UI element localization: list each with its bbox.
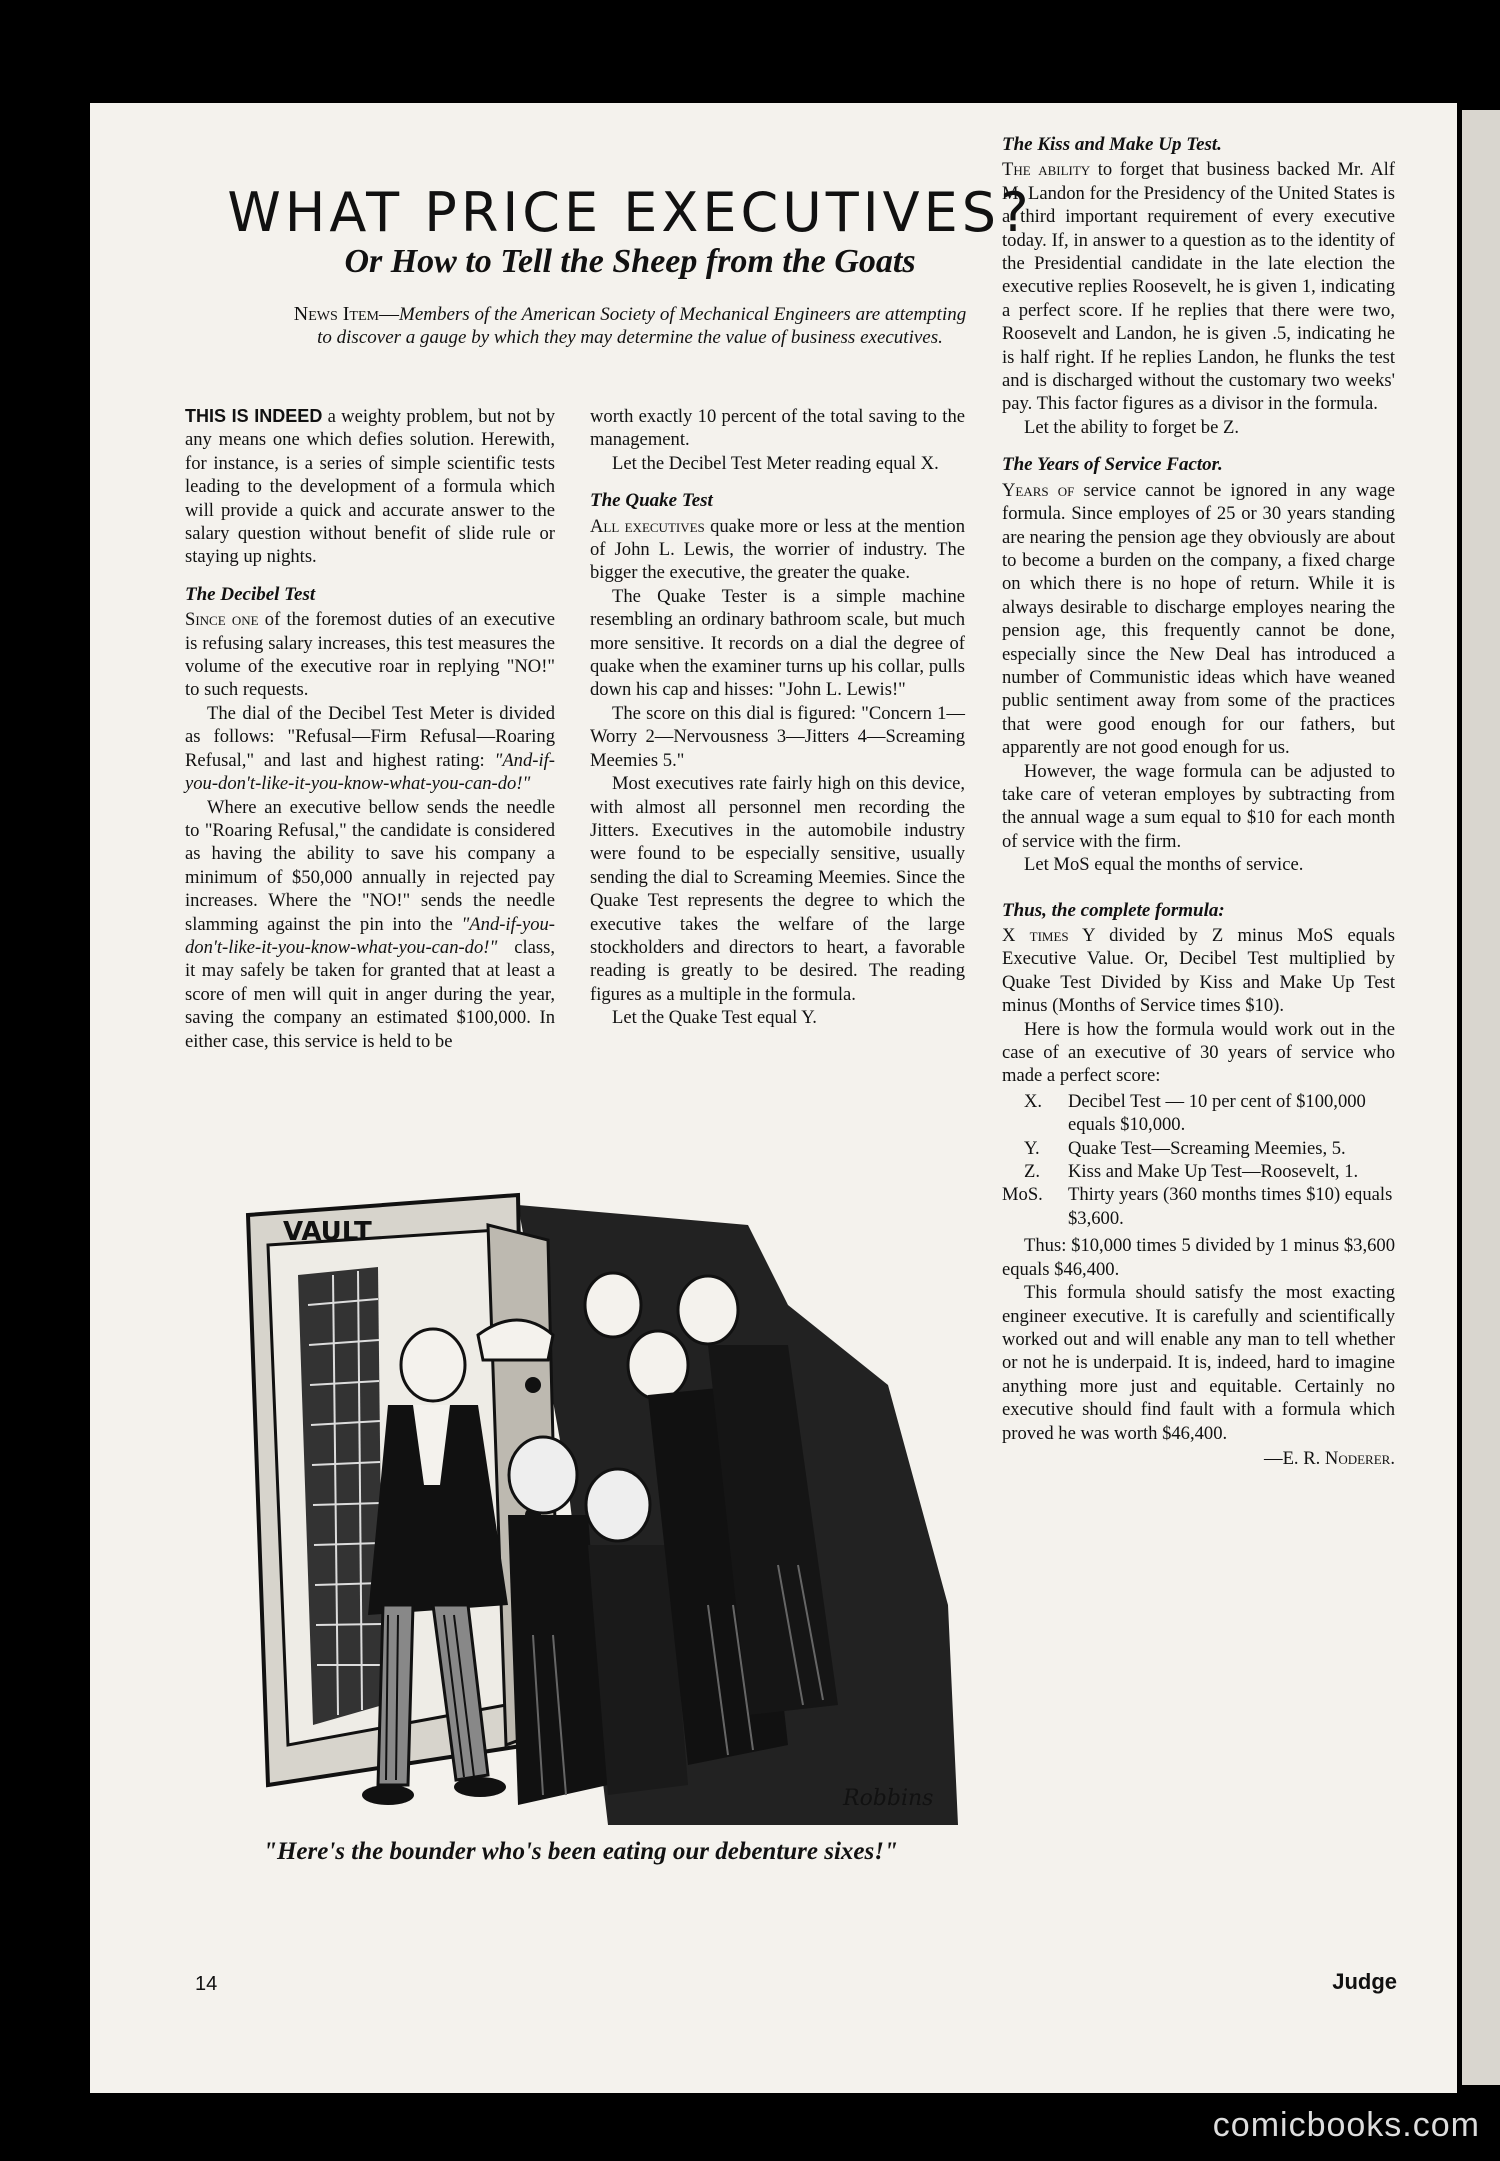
formula-times: times <box>1029 925 1069 946</box>
column-2 <box>590 405 965 1030</box>
page-number: 14 <box>195 1973 218 1995</box>
list-item <box>1002 1183 1395 1230</box>
cartoon-illustration <box>188 1185 973 1830</box>
column-3 <box>1002 133 1395 1470</box>
decibel-p1-text: of the foremost duties of an executive is refusing salary increases, this test measures the volume of the executive roar in replying "NO!" to such requests. <box>185 609 555 701</box>
magazine-name: Judge <box>1332 1969 1397 1994</box>
watermark: comicbooks.com <box>1212 2106 1480 2144</box>
list-key: X. <box>1024 1090 1043 1112</box>
list-key: Z. <box>1024 1161 1041 1183</box>
quake-paragraph-2: The Quake Tester is a simple machine resembling an ordinary bathroom scale, but much more sensitive. It records on a dial the degree of quake when the examiner turns up his collar, pulls down his cap and hisses: "John L. Lewis!" <box>590 585 965 701</box>
intro-paragraph <box>185 405 555 569</box>
cartoon-caption: "Here's the bounder who's been eating our debenture sixes!" <box>263 1838 898 1865</box>
list-item <box>1002 1137 1395 1160</box>
decibel-p3-italic: "And-if-you-don't-like-it-you-know-what-you-can-do!" <box>185 913 555 958</box>
decibel-p2-text: The dial of the Decibel Test Meter is divided as follows: "Refusal—Firm Refusal—Roaring Refusal," and last and highest rating: <box>185 702 555 771</box>
formula-list <box>1002 1090 1395 1230</box>
decibel-p3-text: Where an executive bellow sends the needle to "Roaring Refusal," the candidate is considered as having the ability to save his company a minimum of $50,000 annually in rejected pay increases. Where the "NO!" sends the needle slamming against the pin into the <box>185 796 555 935</box>
list-text: Quake Test—Screaming Meemies, 5. <box>1068 1137 1346 1159</box>
years-lead: Years of <box>1002 479 1075 501</box>
quake-y: Let the Quake Test equal Y. <box>612 1007 817 1029</box>
artist-signature: Robbins <box>843 1786 934 1811</box>
years-paragraph-2: However, the wage formula can be adjusted to take care of veteran employes by subtracting from the annual wage a sum equal to $10 for each month of service with the firm. <box>1002 760 1395 852</box>
quake-p1-text: quake more or less at the mention of John L. Lewis, the worrier of industry. The bigger the executive, the greater the quake. <box>590 515 965 584</box>
decibel-paragraph-3 <box>185 796 555 1053</box>
author-signature: —E. R. Noderer. <box>1263 1447 1395 1469</box>
news-item <box>290 303 970 349</box>
formula-paragraph-1 <box>1002 924 1395 1018</box>
formula-text: Y divided by Z minus MoS equals Executive Value. Or, Decibel Test multiplied by Quake Test Divided by Kiss and Make Up Test minus (Months of Service times $10). <box>1002 925 1395 1017</box>
formula-heading: Thus, the complete formula: <box>1002 899 1225 921</box>
kiss-z: Let the ability to forget be Z. <box>1024 416 1239 438</box>
list-item <box>1002 1090 1395 1137</box>
decibel-paragraph-2 <box>185 702 555 796</box>
decibel-p3-text2: class, it may safely be taken for granted that at least a score of men will quit in anger during the year, saving the company an estimated $100,000. In either case, this service is held to be <box>185 936 555 1052</box>
list-text: Kiss and Make Up Test—Roosevelt, 1. <box>1068 1161 1359 1183</box>
intro-lead: THIS IS INDEED <box>185 406 323 426</box>
kiss-heading: The Kiss and Make Up Test. <box>1002 134 1222 155</box>
quake-paragraph-1 <box>590 515 965 585</box>
intro-text: a weighty problem, but not by any means one which defies solution. Herewith, for instance, is a series of simple scientific tests leading to the development of a formula which will provide a quick and accurate answer to the salary question without benefit of slide rule or staying up nights. <box>185 406 555 568</box>
decibel-lead: Since one <box>185 609 259 631</box>
years-p1-text: service cannot be ignored in any wage formula. Since employes of 25 or 30 years standing are nearing the pension age they obviously are about to become a burden on the company, a fixed charge on which there is no hope of return. While it is always desirable to discharge employes nearing the pension age, this frequently cannot be done, especially since the New Deal has introduced a number of Communistic ideas which have weaned public sentiment away from some of the practices that were good enough for our fathers, but apparently are not good enough for us. <box>1002 479 1395 759</box>
list-text: Thirty years (360 months times $10) equals $3,600. <box>1068 1184 1393 1229</box>
next-page-edge <box>1462 110 1500 2085</box>
magazine-page <box>90 103 1457 2093</box>
decibel-heading: The Decibel Test <box>185 583 316 605</box>
thus-paragraph: Thus: $10,000 times 5 divided by 1 minus $3,600 equals $46,400. <box>1002 1235 1395 1280</box>
article-title: WHAT PRICE EXECUTIVES? <box>227 181 1033 244</box>
news-item-text: Members of the American Society of Mechanical Engineers are attempting to discover a gauge by which they may determine the value of business executives. <box>317 304 967 348</box>
news-item-lead: News Item— <box>293 303 399 325</box>
kiss-lead: The ability <box>1002 159 1091 181</box>
list-key: Y. <box>1024 1137 1040 1159</box>
list-item <box>1002 1160 1395 1183</box>
years-paragraph-1 <box>1002 479 1395 760</box>
formula-paragraph-2: Here is how the formula would work out in the case of an executive of 30 years of service who made a perfect score: <box>1002 1018 1395 1087</box>
column-1 <box>185 405 555 1053</box>
quake-heading: The Quake Test <box>590 490 713 512</box>
decibel-continued: worth exactly 10 percent of the total saving to the management. <box>590 406 965 451</box>
article-subtitle: Or How to Tell the Sheep from the Goats <box>344 243 916 280</box>
kiss-p1-text: to forget that business backed Mr. Alf M. Landon for the Presidency of the United States is a third important requirement of every executive today. If, in answer to a question as to the identity of the Presidential candidate in the late election the executive replies Roosevelt, he is given 1, indicating a perfect score. If he replies that there were two, Roosevelt and Landon, he is given .5, indicating he is half right. If he replies Landon, he flunks the test and is discharged without the customary two weeks' pay. This factor figures as a divisor in the formula. <box>1002 159 1396 415</box>
list-text: Decibel Test — 10 per cent of $100,000 equals $10,000. <box>1068 1090 1366 1136</box>
list-key: MoS. <box>1002 1184 1043 1206</box>
formula-x: X <box>1002 925 1016 946</box>
quake-paragraph-4: Most executives rate fairly high on this device, with almost all personnel men recording the Jitters. Executives in the automobile industry were found to be especially sensitive, usually sending the dial to Screaming Meemies. Since the Quake Test represents the degree to which the executive takes the welfare of the large stockholders and directors to heart, a favorable reading is greatly to be desired. The reading figures as a multiple in the formula. <box>590 773 965 1005</box>
years-heading: The Years of Service Factor. <box>1002 454 1223 476</box>
quake-paragraph-3: The score on this dial is figured: "Concern 1—Worry 2—Nervousness 3—Jitters 4—Screaming Meemies 5." <box>590 702 965 771</box>
decibel-x: Let the Decibel Test Meter reading equal X. <box>612 452 939 474</box>
kiss-paragraph <box>1002 158 1395 415</box>
decibel-paragraph-1 <box>185 608 555 702</box>
vault-label: VAULT <box>283 1217 372 1247</box>
years-mos: Let MoS equal the months of service. <box>1024 854 1304 876</box>
quake-lead: All executives <box>590 515 705 537</box>
final-paragraph: This formula should satisfy the most exacting engineer executive. It is carefully and scientifically worked out and will enable any man to tell whether or not he is underpaid. It is, indeed, hard to imagine anything more just and equitable. Certainly no executive should find fault with a formula which proved he was worth $46,400. <box>1002 1282 1395 1444</box>
decibel-p2-italic: "And-if-you-don't-like-it-you-know-what-you-can-do!" <box>185 749 555 795</box>
